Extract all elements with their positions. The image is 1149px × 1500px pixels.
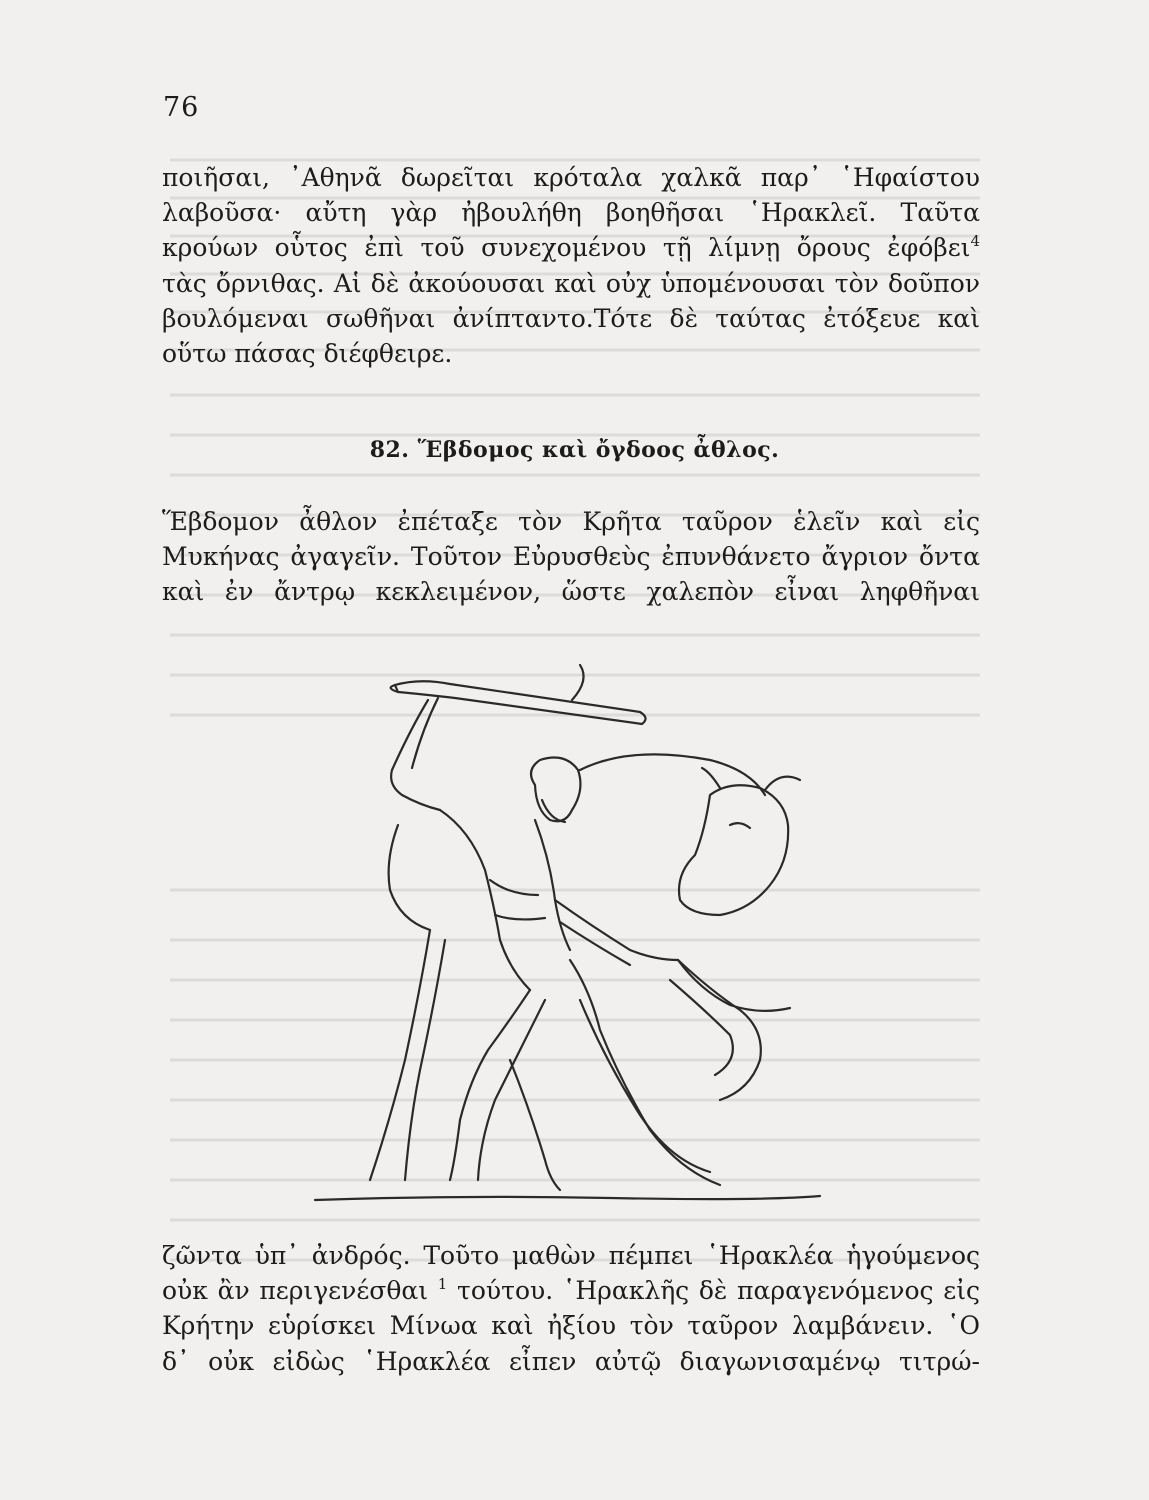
paragraph-3-line: Κρήτην εὑρίσκει Μίνωα καὶ ἠξίου τὸν ταῦρον λαμβάνειν. ῾Ο — [162, 1311, 980, 1341]
heracles-bull-drawing-icon — [310, 660, 830, 1205]
footnote-mark: 1 — [437, 1275, 448, 1294]
paragraph-1-line: λαβοῦσα· αὔτη γὰρ ἠβουλήθη βοηθῆσαι ῾Ηρακλεῖ. Ταῦτα — [162, 198, 980, 228]
paragraph-1 — [162, 160, 980, 371]
paragraph-1-line: οὕτω πάσας διέφθειρε. — [162, 339, 453, 369]
paragraph-1-line — [162, 230, 980, 265]
paragraph-3-line: δ᾿ οὐκ εἰδὼς ῾Ηρακλέα εἶπεν αὐτῷ διαγωνισαμένῳ τιτρώ- — [162, 1346, 980, 1376]
paragraph-2 — [162, 504, 980, 610]
paragraph-3-line: ζῶντα ὑπ᾿ ἀνδρός. Τοῦτο μαθὼν πέμπει ῾Ηρακλέα ἡγούμενος — [162, 1241, 980, 1270]
paragraph-3-line — [162, 1273, 980, 1308]
paragraph-3-line-text: οὐκ ἂν περιγενέσθαι — [162, 1276, 429, 1306]
paragraph-3-line-text: τούτου. ῾Ηρακλῆς δὲ παραγενόμενος εἰς — [457, 1276, 980, 1306]
paragraph-2-line: Ἕβδομον ἆθλον ἐπέταξε τὸν Κρῆτα ταῦρον ἑλεῖν καὶ εἰς — [162, 507, 980, 536]
section-heading: 82. Ἕβδομος καὶ ὄγδοος ἆθλος. — [369, 437, 780, 463]
page-number: 76 — [163, 92, 200, 123]
paragraph-1-line: ποιῆσαι, ᾿Αθηνᾶ δωρεῖται κρόταλα χαλκᾶ παρ᾿ ῾Ηφαίστου — [162, 163, 980, 192]
paragraph-1-line: τὰς ὄρνιθας. Αἱ δὲ ἀκούουσαι καὶ οὐχ ὑπομένουσαι τὸν δοῦπον — [162, 268, 980, 298]
paragraph-1-line-text: κρούων οὗτος ἐπὶ τοῦ συνεχομένου τῇ λίμνῃ ὄρους ἐφόβει — [162, 233, 971, 263]
paragraph-2-line: Μυκήνας ἀγαγεῖν. Τοῦτον Εὐρυσθεὺς ἐπυνθάνετο ἄγριον ὄντα — [162, 542, 980, 572]
paragraph-3 — [162, 1238, 980, 1379]
footnote-mark: 4 — [970, 232, 980, 251]
paragraph-2-line: καὶ ἐν ἄντρῳ κεκλειμένον, ὥστε χαλεπὸν εἶναι ληφθῆναι — [162, 577, 980, 607]
paragraph-1-line: βουλόμεναι σωθῆναι ἀνίπταντο.Τότε δὲ ταύτας ἐτόξευε καὶ — [162, 303, 980, 333]
